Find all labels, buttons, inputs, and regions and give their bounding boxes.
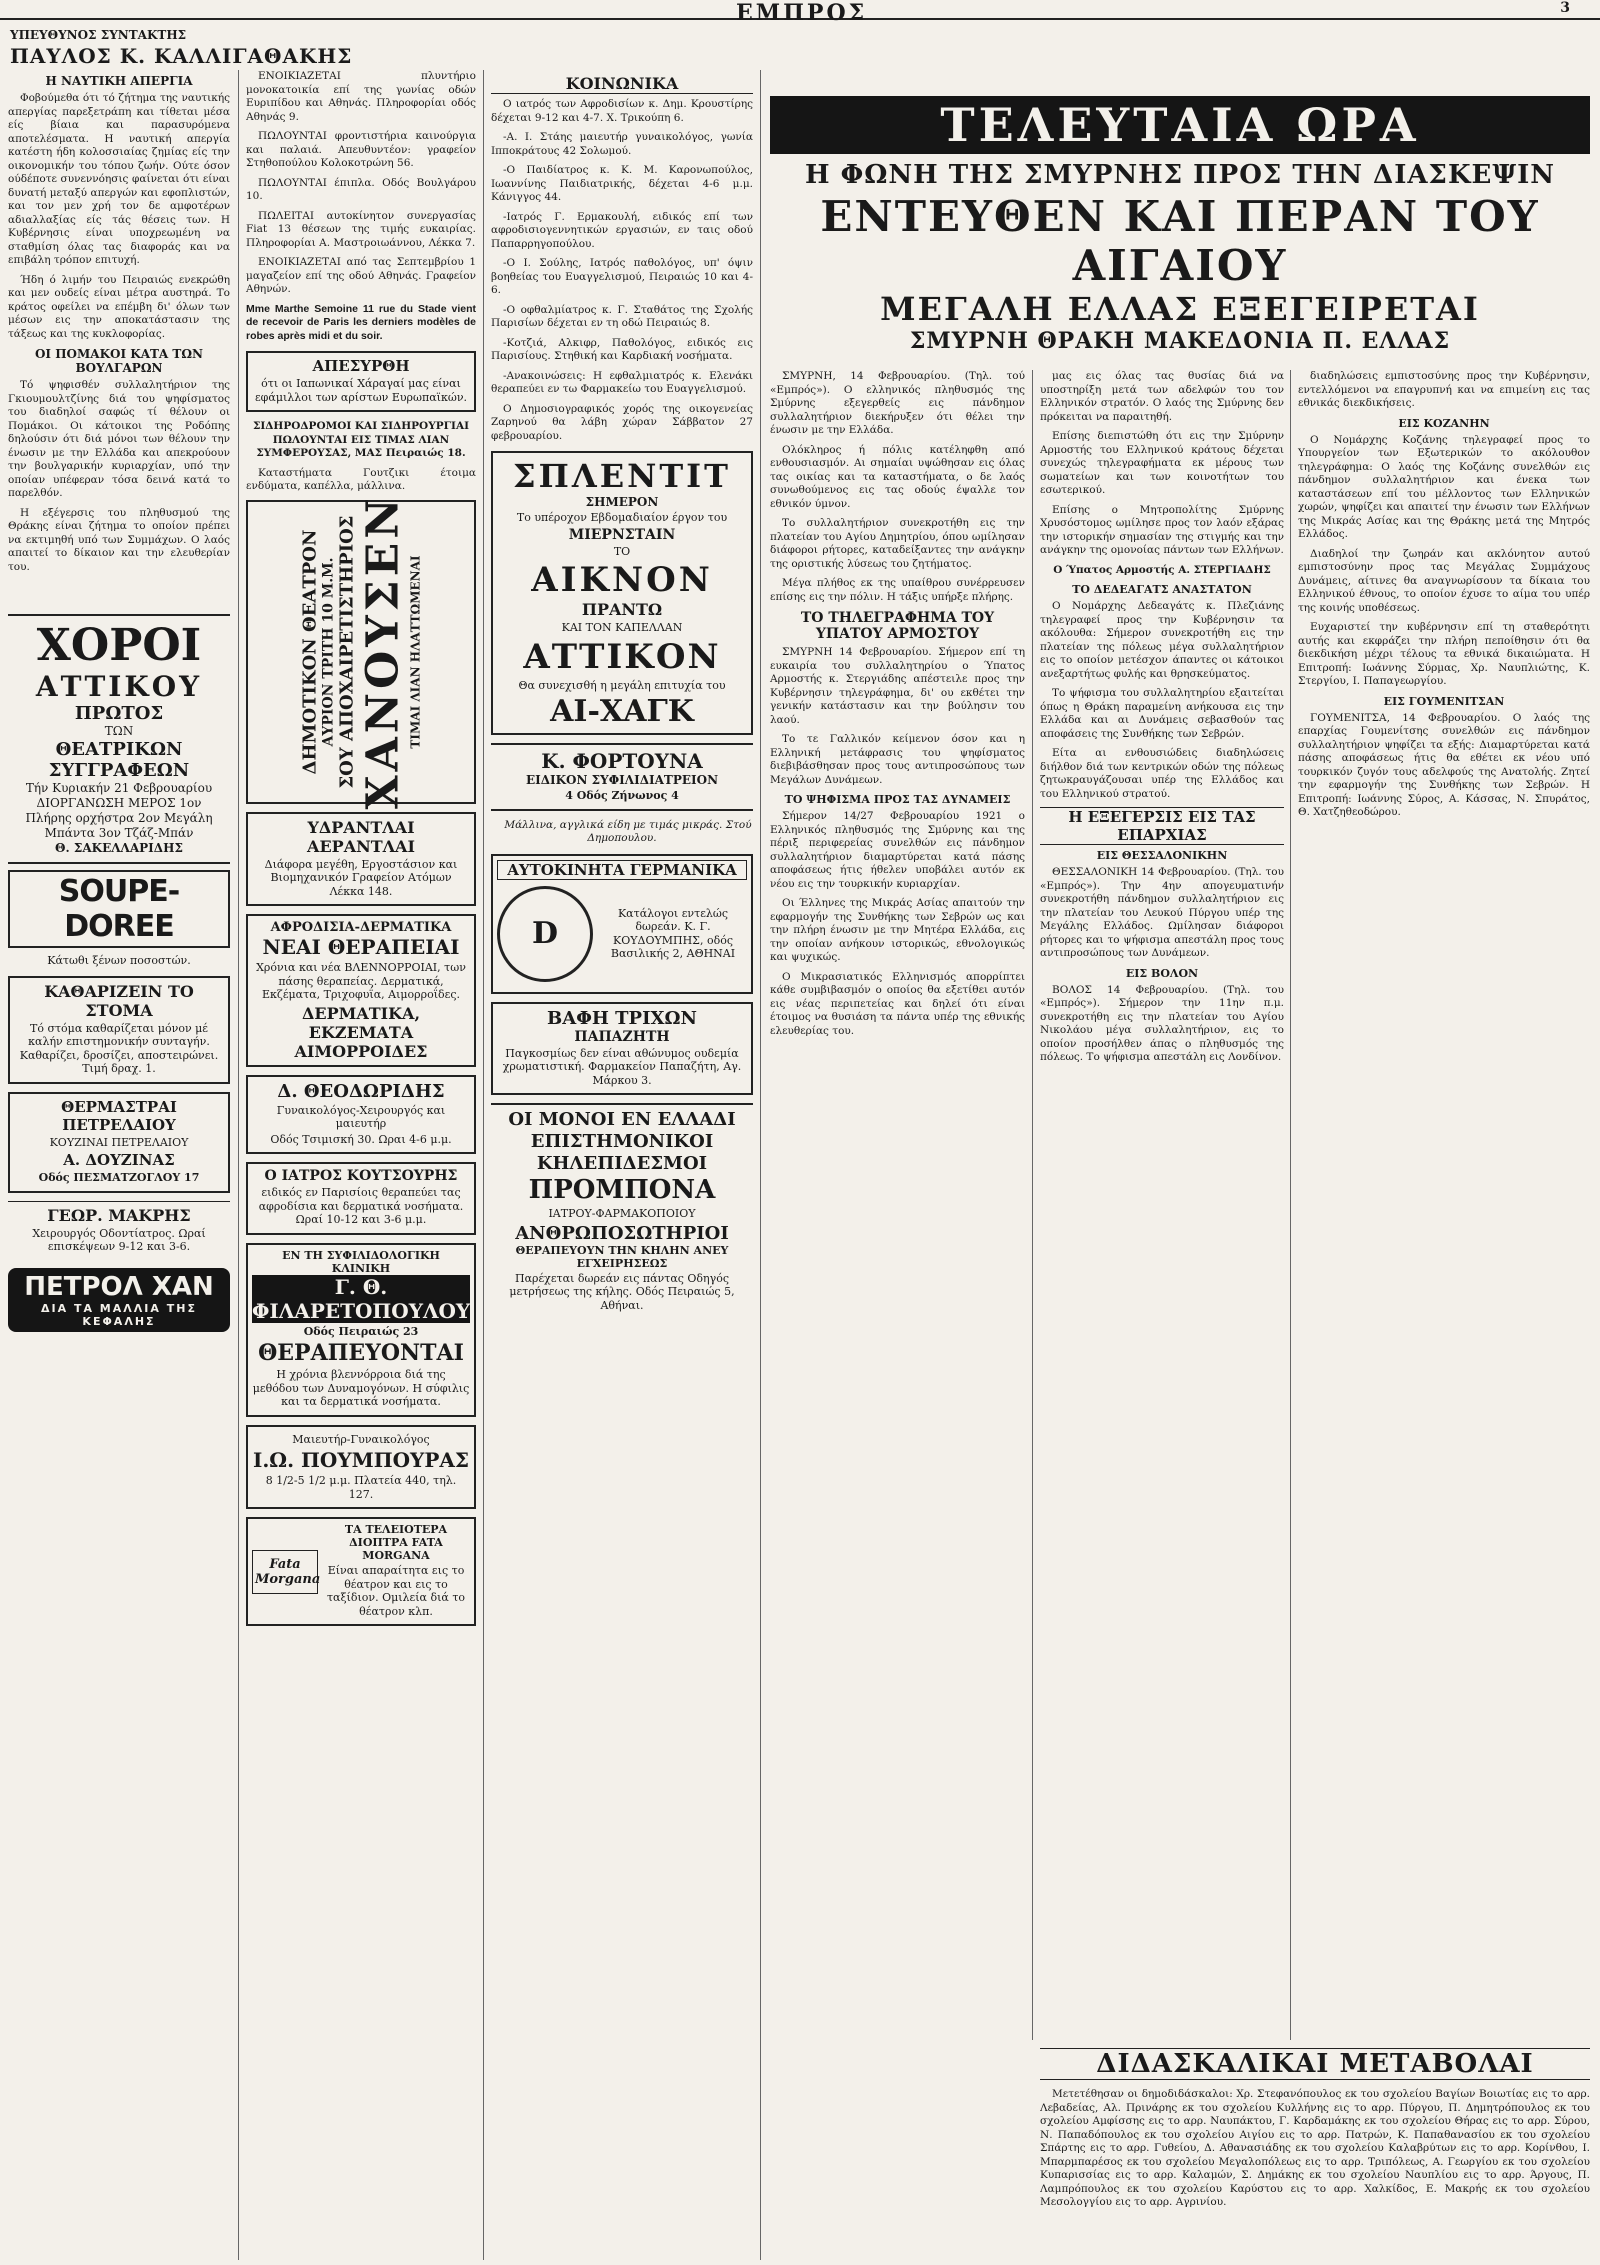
- subhead-eparchies: Η ΕΞΕΓΕΡΣΙΣ ΕΙΣ ΤΑΣ ΕΠΑΡΧΙΑΣ: [1040, 807, 1284, 845]
- ad-line: ΤΙΜΑΙ ΛΙΑΝ ΗΛΑΤΤΩΜΕΝΑΙ: [408, 554, 423, 749]
- ad-line: ΧΑΝΟΥΣΕΝ: [357, 493, 409, 810]
- social-notice: -Ο Παιδίατρος κ. Κ. Μ. Καρονωπούλος, Ιωαννίνης Παιδιατρικής, δέχεται 4-6 μ.μ. Κάνιγγος 44.: [491, 164, 753, 203]
- article-paragraph: Διαδηλοί την ζωηράν και ακλόνητον αυτού εμπιστοσύνην προς τας Μεγάλας Συμμάχους Δυνάμεις, αίτινες θα αναγνωρίσουν τα δίκαια του Ελληνικού έθνους, το οποίον έχυσε το αίμα του υπέρ της κοινής υποθέσεως.: [1298, 547, 1590, 614]
- article-paragraph: Επίσης διεπιστώθη ότι εις την Σμύρνην Αρμοστής του Ελληνικού κράτους δέχεται συνεχώς τηλεγραφήματα εκ μέρους των σωματείων και των κοινοτήτων του εσωτερικού.: [1040, 430, 1284, 496]
- vertical-ad-text: [300, 494, 423, 809]
- social-notice: -Ανακοινώσεις: Η εφθαλμιατρός κ. Ελενάκι θεραπεύει εν τω Φαρμακείω του Ευαγγελισμού.: [491, 369, 753, 395]
- editor-label: ΥΠΕΥΘΥΝΟΣ ΣΥΝΤΑΚΤΗΣ: [10, 28, 187, 42]
- article-paragraph: μας εις όλας τας θυσίας διά να υποστηρίξη μετά των αδελφών του τον Ελληνικόν στρατόν. Ο λαός της Σμύρνης δεν πρόκειται να παραιτηθή.: [1040, 370, 1284, 423]
- ad-text: ειδικός εν Παρισίοις θεραπεύει τας αφροδίσια και δερματικά νοσήματα. Ωραί 10-12 και 3-6 μ.μ.: [258, 1186, 464, 1226]
- ad-line: ΔΕΡΜΑΤΙΚΑ, ΕΚΖΕΜΑΤΑ: [301, 1003, 421, 1042]
- ad-apesyri: [246, 351, 476, 412]
- editor-name: ΠΑΥΛΟΣ Κ. ΚΑΛΛΙΓΑΘΑΚΗΣ: [10, 44, 353, 68]
- article-paragraph: Τό ψηφισθέν συλλαλητήριον της Γκιουμουλτζίνης διά του ψηφίσματος του διαδηλοί σαφώς τί θέλουν οι Πομάκοι. Οι κάτοικοι της Ροδόπης δηλούσιν ότι διά μόνοι των θέλουν την ένωσιν με την Ελλάδα και απεκρούουν την βουλγαρικήν κυριαρχίαν, υπό την οποίαν υπέφεραν τόσα δεινά κατά το παρελθόν.: [8, 379, 230, 499]
- ad-text: Τήν Κυριακήν 21 Φεβρουαρίου ΔΙΟΡΓΑΝΩΣΗ ΜΕΡΟΣ 1ον Πλήρης ορχήστρα 2ον Μεγάλη Μπάντα 3ον Τζάζ-Μπάν: [25, 781, 213, 840]
- ad-thermastrai: [8, 1092, 230, 1193]
- ad-title: ΚΑΘΑΡΙΖΕΙΝ ΤΟ ΣΤΟΜΑ: [44, 981, 194, 1020]
- car-brand-logo-icon: D: [497, 886, 593, 982]
- ad-line: ΑΝΘΡΩΠΟΣΩΤΗΡΙΟΙ: [515, 1222, 729, 1244]
- social-notice: Ο Δημοσιογραφικός χορός της οικογενείας Ζαρηνού θα λάβη χώραν Σάββατον 27 φεβρουαρίου.: [491, 402, 753, 442]
- headline-megali-ellas: ΜΕΓΑΛΗ ΕΛΛΑΣ ΕΞΕΓΕΙΡΕΤΑΙ: [880, 290, 1480, 328]
- ad-line: ΚΑΙ ΤΟΝ ΚΑΠΕΛΛΑΝ: [561, 621, 683, 634]
- article-paragraph: Η εξέγερσις του πληθυσμού της Θράκης είναι ζήτημα το οποίον πρέπει να εκτιμηθή υπό των Συμμάχων. Ο λαός απαιτεί το δίκαιον και την ελευθερίαν του.: [8, 506, 230, 573]
- ad-line: ΠΡΩΤΟΣ: [74, 703, 164, 724]
- ad-fortouna: [491, 743, 753, 811]
- ad-poumpouras: [246, 1425, 476, 1510]
- ad-title: ΒΑΦΗ ΤΡΙΧΩΝ: [547, 1007, 697, 1029]
- ad-line: Το υπέροχον Εβδομαδιαίον έργον του: [516, 511, 728, 524]
- ad-text: Χρόνια και νέα ΒΛΕΝΝΟΡΡΟΙΑΙ, των πάσης θεραπείας. Δερματικά, Εκζέματα, Τριχοφυΐα, Αιμορροΐδες.: [256, 961, 466, 1001]
- ad-fata-morgana: [246, 1517, 476, 1626]
- article-signature: Ο Ύπατος Αρμοστής Α. ΣΤΕΡΓΙΑΔΗΣ: [1053, 563, 1271, 576]
- ad-subtitle: ΝΕΑΙ ΘΕΡΑΠΕΙΑΙ: [262, 935, 460, 959]
- article-paragraph: Είτα αι ενθουσιώδεις διαδηλώσεις διήλθον διά των κεντρικών οδών της πόλεως ζητωκραυγάζουσαι υπέρ της Ελλάδος και του Ελληνικού στρατού.: [1040, 747, 1284, 800]
- ad-filaretopoulou: [246, 1243, 476, 1417]
- classified-ad: ΕΝΟΙΚΙΑΖΕΤΑΙ από τας Σεπτεμβρίου 1 μαγαζείον επί της οδού Αθηνάς. Γραφείον Αθηνών.: [246, 256, 476, 295]
- column-rule: [1290, 370, 1291, 2040]
- column-rule: [238, 70, 239, 2260]
- social-notice: -Α. Ι. Στάης μαιευτήρ γυναικολόγος, γωνία Ιπποκράτους 42 Σολωμού.: [491, 131, 753, 157]
- sidehead-pomaks: ΟΙ ΠΟΜΑΚΟΙ ΚΑΤΑ ΤΩΝ ΒΟΥΛΓΑΡΩΝ: [34, 347, 204, 375]
- ad-theodoridis: [246, 1075, 476, 1155]
- page-number: 3: [1560, 0, 1570, 16]
- didaskalikai-section: [1040, 2040, 1590, 2260]
- ad-name: Γ. Θ. ΦΙΛΑΡΕΤΟΠΟΥΛΟΥ: [252, 1274, 471, 1323]
- ad-vafi-trichon: [491, 1002, 753, 1096]
- ad-dimotikon-theatron: [246, 493, 476, 810]
- ad-choroi-attikou: [8, 614, 230, 864]
- ad-ydrantlai: [246, 812, 476, 907]
- ad-katharizein: [8, 976, 230, 1084]
- ad-title: ΥΔΡΑΝΤΛΑΙ ΑΕΡΑΝΤΛΑΙ: [307, 817, 415, 856]
- article-paragraph: ΣΜΥΡΝΗ 14 Φεβρουαρίου. Σήμερον επί τη ευκαιρία του συλλαλητηρίου ο Ύπατος Αρμοστής κ. Στεργιάδης απέστειλε προς την Κυβέρνησιν τηλεγράφημα, δι' ου εκθέτει την γενικήν κατάστασιν και την βούλησιν του λαού.: [770, 646, 1025, 726]
- newspaper-title: ΕΜΠΡΟΣ: [736, 0, 868, 26]
- article-paragraph: Ολόκληρος ή πόλις κατέληφθη από ενθουσιασμόν. Αι σημαίαι υψώθησαν εις όλας τας οικίας και τα καταστήματα, ο δε λαός συνωθούμενος εις τας οδούς έψαλλε τον εθνικόν ύμνον.: [770, 443, 1025, 510]
- subhead-kozani: ΕΙΣ ΚΟΖΑΝΗΝ: [1398, 416, 1490, 430]
- ad-text: Οδός Τσιμισκή 30. Ωραι 4-6 μ.μ.: [270, 1132, 452, 1146]
- sidehead-naval-strike: Η ΝΑΥΤΙΚΗ ΑΠΕΡΓΙΑ: [45, 74, 193, 88]
- headline-regions: ΣΜΥΡΝΗ ΘΡΑΚΗ ΜΑΚΕΔΟΝΙΑ Π. ΕΛΛΑΣ: [909, 328, 1451, 354]
- ad-text: Τό στόμα καθαρίζεται μόνον μέ καλήν επιστημονικήν συνταγήν. Καθαρίζει, δροσίζει, αποστειρώνει. Τιμή δραχ. 1.: [19, 1021, 219, 1075]
- ad-subtitle: ΘΕΡΑΠΕΥΟΝΤΑΙ: [258, 1340, 464, 1366]
- ad-line: Α. ΔΟΥΖΙΝΑΣ: [63, 1151, 175, 1169]
- classified-ad: ΠΩΛΟΥΝΤΑΙ έπιπλα. Οδός Βουλγάρου 10.: [246, 176, 476, 202]
- ad-title: ΑΠΕΣΥΡΘΗ: [312, 357, 410, 375]
- ad-title: ΣΠΛΕΝΤΙΤ: [513, 457, 731, 495]
- ad-text: Είναι απαραίτητα εις το θέατρον και εις το ταξίδιον. Ομιλεία διά το θέατρον κλπ.: [326, 1564, 466, 1618]
- classified-ad: Καταστήματα Γουτζικι έτοιμα ενδύματα, καπέλλα, μάλλινα.: [246, 466, 476, 492]
- ad-line: ΣΗΜΕΡΟΝ: [585, 495, 659, 509]
- ad-text: Κάτωθι ξένων ποσοστών.: [47, 954, 191, 967]
- ad-title: Δ. ΘΕΟΔΩΡΙΔΗΣ: [277, 1080, 445, 1102]
- ad-title: ΓΕΩΡ. ΜΑΚΡΗΣ: [47, 1205, 191, 1225]
- ad-line: ΑΙ-ΧΑΓΚ: [550, 694, 694, 729]
- ad-line: ΘΕΡΑΠΕΥΟΥΝ ΤΗΝ ΚΗΛΗΝ ΑΝΕΥ ΕΓΧΕΙΡΗΣΕΩΣ: [515, 1243, 729, 1270]
- classified-ad: ΠΩΛΕΙΤΑΙ αυτοκίνητον συνεργασίας Fiat 13 θέσεων της τιμής ευκαιρίας. Πληροφορίαι Α. Μαστροιωάννου, Λέκκα 7.: [246, 209, 476, 249]
- article-paragraph: Ευχαριστεί την κυβέρνησιν επί τη σταθερότητι αυτής και εκφράζει την πλήρη πεποίθησιν ότι θα διεκδικήση μέχρι τέλους τα εθνικά δικαιώματα. Η Επιτροπή: Ιωάννης Σύρμας, Χρ. Ναυπλιώτης, Κ. Στεργίου, Ι. Παπαγεωργίου.: [1298, 621, 1590, 687]
- ad-makris: [8, 1201, 230, 1260]
- ad-text: ότι οι Ιαπωνικαί Χάραγαί μας είναι εφάμιλλοι των αρίστων Ευρωπαϊκών.: [254, 377, 467, 404]
- article-paragraph: Ο Μικρασιατικός Ελληνισμός απορρίπτει κάθε συμβιβασμόν ο οποίος θα εξετίθει αυτόν εις νέας περιπετείας και δηλεί ότι είναι έτοιμος να θυσιάση τα πάντα υπέρ της εθνικής ελευθερίας του.: [770, 970, 1025, 1037]
- main-column-c: [1298, 370, 1590, 2030]
- social-notice: -Κοτζιά, Αλκιφρ, Παθολόγος, ειδικός εις Παρισίους. Στηθική και Καρδιακή νοσήματα.: [491, 336, 753, 362]
- article-paragraph: Ήδη ό λιμήν του Πειραιώς ενεκρώθη και μεν ουδείς είναι μέτρα αυστηρά. Το κράτος οφείλει να επέμβη δι' όλων των μέσων εις την αποκατάστασιν της τάξεως και της κυκλοφορίας.: [8, 273, 230, 340]
- article-paragraph: ΓΟΥΜΕΝΙΤΣΑ, 14 Φεβρουαρίου. Ο λαός της επαρχίας Γουμενίτσης συνελθών εις πάνδημον συλλαλητήριον ψηφίζει τα εξής: Διαμαρτύρεται κατά πάσης αποφάσεως ήτις θα εθέτει εκ νέου υπό τουρκικόν ζυγόν τους αδελφούς της Ανατολής. Ζητεί την εφαρμογήν της Συνθήκης των Σεβρών. Η Επιτροπή: Ιωάννης Σύρος, Α. Κάσσας, Ν. Σπυράτος, Θ. Χατζηθεοδώρου.: [1298, 711, 1590, 818]
- ad-afrodisia: [246, 914, 476, 1067]
- column-rule: [483, 70, 484, 2260]
- ad-text: Διάφορα μεγέθη, Εργοστάσιον και Βιομηχανικόν Γραφείον Ατόμων Λέκκα 148.: [264, 857, 458, 898]
- article-paragraph: Επίσης ο Μητροπολίτης Σμύρνης Χρυσόστομος ωμίλησε προς τον λαόν εξάρας την ιστορικήν σημασίαν της στιγμής και την ανάγκην της ομονοίας πάντων των Ελλήνων.: [1040, 503, 1284, 556]
- ad-subtitle: ΕΙΔΙΚΟΝ ΣΥΦΙΛΙΔΙΑΤΡΕΙΟΝ: [525, 773, 719, 787]
- ad-title: ΧΟΡΟΙ: [36, 620, 202, 671]
- column-rule: [760, 70, 761, 2260]
- ad-mallina: Μάλλινα, αγγλικά είδη με τιμάς μικράς. Στού Δημοπουλου.: [504, 818, 752, 844]
- ad-subtitle: ΑΤΤΙΚΟΥ: [35, 670, 203, 703]
- ad-title: Κ. ΦΟΡΤΟΥΝΑ: [541, 749, 703, 773]
- column-2: [246, 70, 476, 2260]
- ad-line: ΣΟΥ ΑΠΟΧΑΙΡΕΤΙΣΤΗΡΙΟΣ: [336, 514, 358, 789]
- ad-title: Ο ΙΑΤΡΟΣ ΚΟΥΤΣΟΥΡΗΣ: [264, 1168, 458, 1184]
- ad-title: ΘΕΡΜΑΣΤΡΑΙ ΠΕΤΡΕΛΑΙΟΥ: [61, 1097, 177, 1134]
- classified-ad-french: Mme Marthe Semoine 11 rue du Stade vient de recevoir de Paris les derniers modèles de robes après midi et du soir.: [246, 302, 476, 342]
- article-paragraph: Το τε Γαλλικόν κείμενον όσον και η Ελληνική μετάφρασις του ψηφίσματος διεβιβάσθησαν προς τους αντιπροσώπους των Μεγάλων Δυνάμεων.: [770, 733, 1025, 786]
- subhead-thessaloniki: ΕΙΣ ΘΕΣΣΑΛΟΝΙΚΗΝ: [1096, 849, 1228, 862]
- ad-subtitle: ΔΙΑ ΤΑ ΜΑΛΛΙΑ ΤΗΣ ΚΕΦΑΛΗΣ: [41, 1301, 197, 1328]
- column-3: [491, 70, 753, 2260]
- article-paragraph: ΘΕΣΣΑΛΟΝΙΚΗ 14 Φεβρουαρίου. (Τηλ. του «Εμπρός»). Την 4ην απογευματινήν συνεκροτήθη πάνδημον συλλαλητήριον εις την πλατείαν του Λευκού Πύργου υπέρ της Μεγάλης Ελλάδος. Ωμίλησαν διάφοροι ρήτορες και το ψήφισμα απεστάλη προς τους αντιπροσώπους των Δυνάμεων.: [1040, 866, 1284, 959]
- social-notice: -Ο οφθαλμίατρος κ. Γ. Σταθάτος της Σχολής Παρισίων δέχεται εν τη οδώ Πειραιώς 8.: [491, 303, 753, 329]
- ad-text: Η χρόνια βλεννόρροια διά της μεθόδου των Δυναμογόνων. Η σύφιλις και τα δερματικά νοσήματα.: [252, 1368, 470, 1408]
- subhead-didaskalikai: ΔΙΔΑΣΚΑΛΙΚΑΙ ΜΕΤΑΒΟΛΑΙ: [1040, 2048, 1590, 2080]
- ad-line: ΑΤΤΙΚΟΝ: [523, 636, 721, 677]
- ad-name: ΠΑΠΑΖΗΤΗ: [574, 1028, 670, 1045]
- column-rule: [1032, 370, 1033, 2040]
- article-paragraph: Μέγα πλήθος εκ της υπαίθρου συνέρρευσεν επίσης εις την πόλιν. Η τάξις υπήρξε πλήρης.: [770, 577, 1025, 603]
- article-paragraph: Το ψήφισμα του συλλαλητηρίου εξαιτείται όπως η Θράκη παραμείνη ανήκουσα εις την Ελλάδα και αι Δυνάμεις σεβασθούν τας αποφάσεις της Συνθήκης των Σεβρών.: [1040, 687, 1284, 740]
- ad-address: 4 Οδός Ζήνωνος 4: [565, 789, 679, 802]
- ad-line: ΑΙΜΟΡΡΟΙΔΕΣ: [294, 1041, 428, 1061]
- ad-line: ΤΟ: [613, 544, 631, 558]
- subhead-goumenitsa: ΕΙΣ ΓΟΥΜΕΝΙΤΣΑΝ: [1383, 694, 1505, 708]
- social-notice: -Ιατρός Γ. Ερμακουλή, ειδικός επί των αφροδισιογεννητικών εργασιών, εν ταις οδού Παπαρρηγοπούλου.: [491, 210, 753, 250]
- subhead-volos: ΕΙΣ ΒΟΛΟΝ: [1125, 966, 1199, 980]
- ad-line: ΑΥΡΙΟΝ ΤΡΙΤΗ 10 Μ.Μ.: [320, 557, 337, 746]
- ad-title: ΕΝ ΤΗ ΣΥΦΙΛΙΔΟΛΟΓΙΚΗ ΚΛΙΝΙΚΗ: [282, 1248, 440, 1275]
- ad-logo: Fata Morgana: [252, 1550, 318, 1594]
- headline-fwni-smyrnis: Η ΦΩΝΗ ΤΗΣ ΣΜΥΡΝΗΣ ΠΡΟΣ ΤΗΝ ΔΙΑΣΚΕΨΙΝ: [804, 160, 1556, 190]
- ad-subtitle: ΙΑΤΡΟΥ-ΦΑΡΜΑΚΟΠΟΙΟΥ: [548, 1207, 696, 1220]
- article-paragraph: Ο Νομάρχης Κοζάνης τηλεγραφεί προς το Υπουργείον των Εξωτερικών το ακόλουθον τηλεγράφημα: Ο λαός της Κοζάνης συνελθών εις πάνδημον συλλαλητήριον και ένεκα των καταστάσεων επί του μέλλοντος των Ελληνικών χωρών, ψηφίζει και απαιτεί την ένωσιν των Ελλήνων της Μικράς Ασίας και της Θράκης μετά της Μητρός Ελλάδος.: [1298, 433, 1590, 540]
- main-column-a: [770, 370, 1025, 2030]
- ad-line: ΑΙΚΝΟΝ: [531, 560, 713, 600]
- ad-petrol-han: [8, 1268, 230, 1332]
- ad-line: ΠΡΑΝΤΩ: [581, 600, 663, 619]
- ad-line: ΘΕΑΤΡΙΚΩΝ ΣΥΓΓΡΑΦΕΩΝ: [48, 739, 190, 781]
- article-paragraph: ΒΟΛΟΣ 14 Φεβρουαρίου. (Τηλ. του «Εμπρός»). Σήμερον την 11ην π.μ. συνεκροτήθη εις την πλατείαν του Αγίου Νικολάου μέγα συλλαλητήριον, εις το οποίον προσήλθεν άπας ο πληθυσμός της πόλεως. Το ψήφισμα απεστάλη εις Λονδίνον.: [1040, 983, 1284, 1063]
- masthead: [0, 0, 1600, 96]
- article-paragraph: Μετετέθησαν οι δημοδιδάσκαλοι: Χρ. Στεφανόπουλος εκ του σχολείου Βαγίων Βοιωτίας εις το αρρ. Λεβαδείας, Αλ. Πρινάρης εκ του σχολείου Κυλλήνης εις το αρρ. Πύργου, Π. Δημητρόπουλος εκ του σχολείου Αμφίσσης εις το αρρ. Ναυπάκτου, Γ. Καρδαμάκης εκ του σχολείου Θήρας εις το αρρ. Σύρου, Ν. Παπαδόπουλος εκ του σχολείου Αιγίου εις το αρρ. Πατρών, Κ. Παπαθανασίου εκ του σχολείου Σπάρτης εις το αρρ. Γυθείου, Δ. Αθανασιάδης εκ του σχολείου Καλαβρύτων εις το αρρ. Κορίνθου, Ι. Μπαρμπαρέσος εκ του σχολείου Μεγαλοπόλεως εις το αρρ. Τριπόλεως, Α. Γεωργίου εκ του σχολείου Κυπαρισσίας εις το αρρ. Καλαμών, Σ. Δημάκης εκ του σχολείου Ναυπλίου εις το αρρ. Άργους, Π. Λαμπρόπουλος εκ του σχολείου Καρύστου εις το αρρ. Χαλκίδος, Ε. Μακρής εκ του σχολείου Μεσολογγίου εις το αρρ. Αγρινίου.: [1040, 2088, 1590, 2208]
- ad-name: ΠΡΟΜΠΟΝΑ: [528, 1175, 716, 1205]
- ad-title: ΤΑ ΤΕΛΕΙΟΤΕΡΑ ΔΙΟΠΤΡΑ FATA MORGANA: [344, 1523, 448, 1562]
- ad-title: ΑΥΤΟΚΙΝΗΤΑ ΓΕΡΜΑΝΙΚΑ: [497, 860, 747, 880]
- social-notice: -Ο Ι. Σούλης, Ιατρός παθολόγος, υπ' όψιν βοηθείας του Ευαγγελισμού, Πειραιώς 10 και 4-6.: [491, 257, 753, 296]
- ad-title: ΠΕΤΡΟΛ ΧΑΝ: [24, 1271, 214, 1302]
- social-notice: Ο ιατρός των Αφροδισίων κ. Δημ. Κρουστίρης δέχεται 9-12 και 4-7. Χ. Τρικούπη 6.: [491, 98, 753, 124]
- ad-automobiles: [491, 854, 753, 994]
- article-paragraph: Το συλλαλητήριον συνεκροτήθη εις την πλατείαν του Αγίου Δημητρίου, όπου ωμίλησαν διάφοροι ρήτορες, καταδείξαντες την ανάγκην της οριστικής λύσεως του ζητήματος.: [770, 517, 1025, 570]
- subhead-dedeagatch: ΤΟ ΔΕΔΕΑΓΑΤΣ ΑΝΑΣΤΑΤΟΝ: [1072, 583, 1252, 596]
- ad-line: Μαιευτήρ-Γυναικολόγος: [292, 1432, 430, 1446]
- headline-teleftaia-ora: ΤΕΛΕΥΤΑΙΑ ΩΡΑ: [770, 96, 1590, 154]
- ad-text: 8 1/2-5 1/2 μ.μ. Πλατεία 440, τηλ. 127.: [265, 1474, 457, 1501]
- ad-line: ΜΙΕΡΝΣΤΑΙΝ: [568, 526, 676, 543]
- article-paragraph: ΣΜΥΡΝΗ, 14 Φεβρουαρίου. (Τηλ. τού «Εμπρός»). Ο ελληνικός πληθυσμός της Σμύρνης εξεγερθείς εις πάνδημον συλλαλητήριον διεκήρυξεν ότι θέλει την ένωσιν με την Ελλάδα.: [770, 370, 1025, 436]
- classified-ad: ΠΩΛΟΥΝΤΑΙ φροντιστήρια καινούργια και παλαιά. Απευθυντέον: γραφείον Στηθοπούλου Κολοκοτρώνη 56.: [246, 130, 476, 169]
- section-koinonika: ΚΟΙΝΩΝΙΚΑ: [491, 74, 753, 94]
- ad-line: Οδός ΠΕΣΜΑΤΖΟΓΛΟΥ 17: [38, 1171, 200, 1184]
- article-paragraph: Σήμερον 14/27 Φεβρουαρίου 1921 ο Ελληνικός πληθυσμός της Σμύρνης και της πέριξ περιφερείας συνελθών εις πάνδημον συλλαλητήριον διαμαρτύρεται κατά πάσης αποφάσεως ήτις ήθελεν υποβάλει αυτόν εκ νέου εις την τουρκικήν κυριαρχίαν.: [770, 810, 1025, 890]
- main-column-b: [1040, 370, 1284, 2030]
- article-paragraph: Οι Έλληνες της Μικράς Ασίας απαιτούν την εφαρμογήν της Συνθήκης των Σεβρών ως και την πλήρη ένωσιν με την Μητέρα Ελλάδα, εις την οποίαν ανήκουν ιστορικώς, εθνολογικώς και ψυχικώς.: [770, 897, 1025, 963]
- ad-address: Οδός Πειραιώς 23: [303, 1324, 419, 1338]
- ad-line: ΔΗΜΟΤΙΚΟΝ ΘΕΑΤΡΟΝ: [299, 529, 321, 774]
- ad-line: ΚΟΥΖΙΝΑΙ ΠΕΤΡΕΛΑΙΟΥ: [49, 1135, 189, 1149]
- ad-sidirourgoi: ΣΙΔΗΡΟΔΡΟΜΟΙ ΚΑΙ ΣΙΔΗΡΟΥΡΓΙΑΙ ΠΩΛΟΥΝΤΑΙ ΕΙΣ ΤΙΜΑΣ ΛΙΑΝ ΣΥΜΦΕΡΟΥΣΑΣ, ΜΑΣ Πειραιώς 18.: [252, 420, 470, 459]
- article-paragraph: Φοβούμεθα ότι τό ζήτημα της ναυτικής απεργίας παρεξετράπη και τίθεται μέσα είς βίαια και παρασυρόμενα αποτελέσματα. Η ναυτική απεργία κατέστη ήδη κολοσσιαίας ζημίας είς την οικονομικήν του τόπου ζωήν. Ούτε όσον ούδέποτε συνεννόησις φαίνεται ότι είναι δυνατή μεταξύ απεργών και εφοπλιστών, και τον μεν χρή τον δε αμφοτέρων αδιαλλαξίας είς τάς θέσεις των. Η Κυβέρνησις είναι υποχρεωμένη να σταθμίση όλας τας διαφοράς και να επιβάλη τρόπον επιτυχή.: [8, 92, 230, 266]
- article-paragraph: Ο Νομάρχης Δεδεαγάτς κ. Πλεζιάνης τηλεγραφεί προς την Κυβέρνησιν τα ακόλουθα: Σήμερον συνεκροτήθη εις την πλατείαν της πόλεως μέγα συλλαλητήριον εις το οποίον μετέσχον άπαντες οι κάτοικοι ανεξαρτήτως φυλής και θρησκεύματος.: [1040, 600, 1284, 680]
- ad-text: Κατάλογοι εντελώς δωρεάν. Κ. Γ. ΚΟΥΔΟΥΜΠΗΣ, οδός Βασιλικής 2, ΑΘΗΝΑΙ: [610, 906, 736, 960]
- ad-subtitle: Γυναικολόγος-Χειρουργός και μαιευτήρ: [276, 1103, 446, 1130]
- ad-soupe-doree: SOUPE-DOREE: [8, 870, 230, 948]
- ad-title: Ι.Ω. ΠΟΥΜΠΟΥΡΑΣ: [252, 1448, 470, 1472]
- ad-title: ΑΦΡΟΔΙΣΙΑ-ΔΕΡΜΑΤΙΚΑ: [270, 920, 452, 935]
- ad-text: Χειρουργός Οδοντίατρος. Ωραί επισκέψεων 9-12 και 3-6.: [32, 1226, 206, 1253]
- main-headline-block: [770, 96, 1590, 354]
- article-paragraph: διαδηλώσεις εμπιστοσύνης προς την Κυβέρνησιν, εντελλόμενοι να επαγρυπνή και να επιμείνη εις τας εθνικάς διεκδικήσεις.: [1298, 370, 1590, 409]
- subhead-psifisma: ΤΟ ΨΗΦΙΣΜΑ ΠΡΟΣ ΤΑΣ ΔΥΝΑΜΕΙΣ: [784, 793, 1011, 806]
- ad-text: Παγκοσμίως δεν είναι αθώνυμος ουδεμία χρωματιστική. Φαρμακείον Παπαζήτη, Αγ. Μάρκου 3.: [502, 1046, 742, 1087]
- ad-prompona: [491, 1103, 753, 1318]
- ad-splendid: [491, 451, 753, 735]
- subhead-tilegrafima: ΤΟ ΤΗΛΕΓΡΑΦΗΜΑ ΤΟΥ ΥΠΑΤΟΥ ΑΡΜΟΣΤΟΥ: [800, 610, 995, 642]
- ad-line: ΤΩΝ: [104, 724, 134, 738]
- ad-title: ΟΙ ΜΟΝΟΙ ΕΝ ΕΛΛΑΔΙ ΕΠΙΣΤΗΜΟΝΙΚΟΙ ΚΗΛΕΠΙΔΕΣΜΟΙ: [508, 1109, 736, 1174]
- ad-text: Παρέχεται δωρεάν εις πάντας Οδηγός μετρήσεως της κήλης. Οδός Πειραιώς 5, Αθήναι.: [509, 1271, 735, 1312]
- ad-koutsouris: [246, 1162, 476, 1235]
- ad-signature: Θ. ΣΑΚΕΛΛΑΡΙΔΗΣ: [55, 841, 183, 855]
- column-1: [8, 70, 230, 2260]
- headline-enteuthen: ΕΝΤΕΥΘΕΝ ΚΑΙ ΠΕΡΑΝ ΤΟΥ ΑΙΓΑΙΟΥ: [820, 192, 1540, 290]
- classified-ad: ΕΝΟΙΚΙΑΖΕΤΑΙ πλυντήριο μονοκατοικία επί της γωνίας οδών Ευριπίδου και Αθηνάς. Πληροφορίαι οδός Αθηνάς 9.: [246, 70, 476, 123]
- ad-line: Θα συνεχισθή η μεγάλη επιτυχία του: [518, 678, 726, 692]
